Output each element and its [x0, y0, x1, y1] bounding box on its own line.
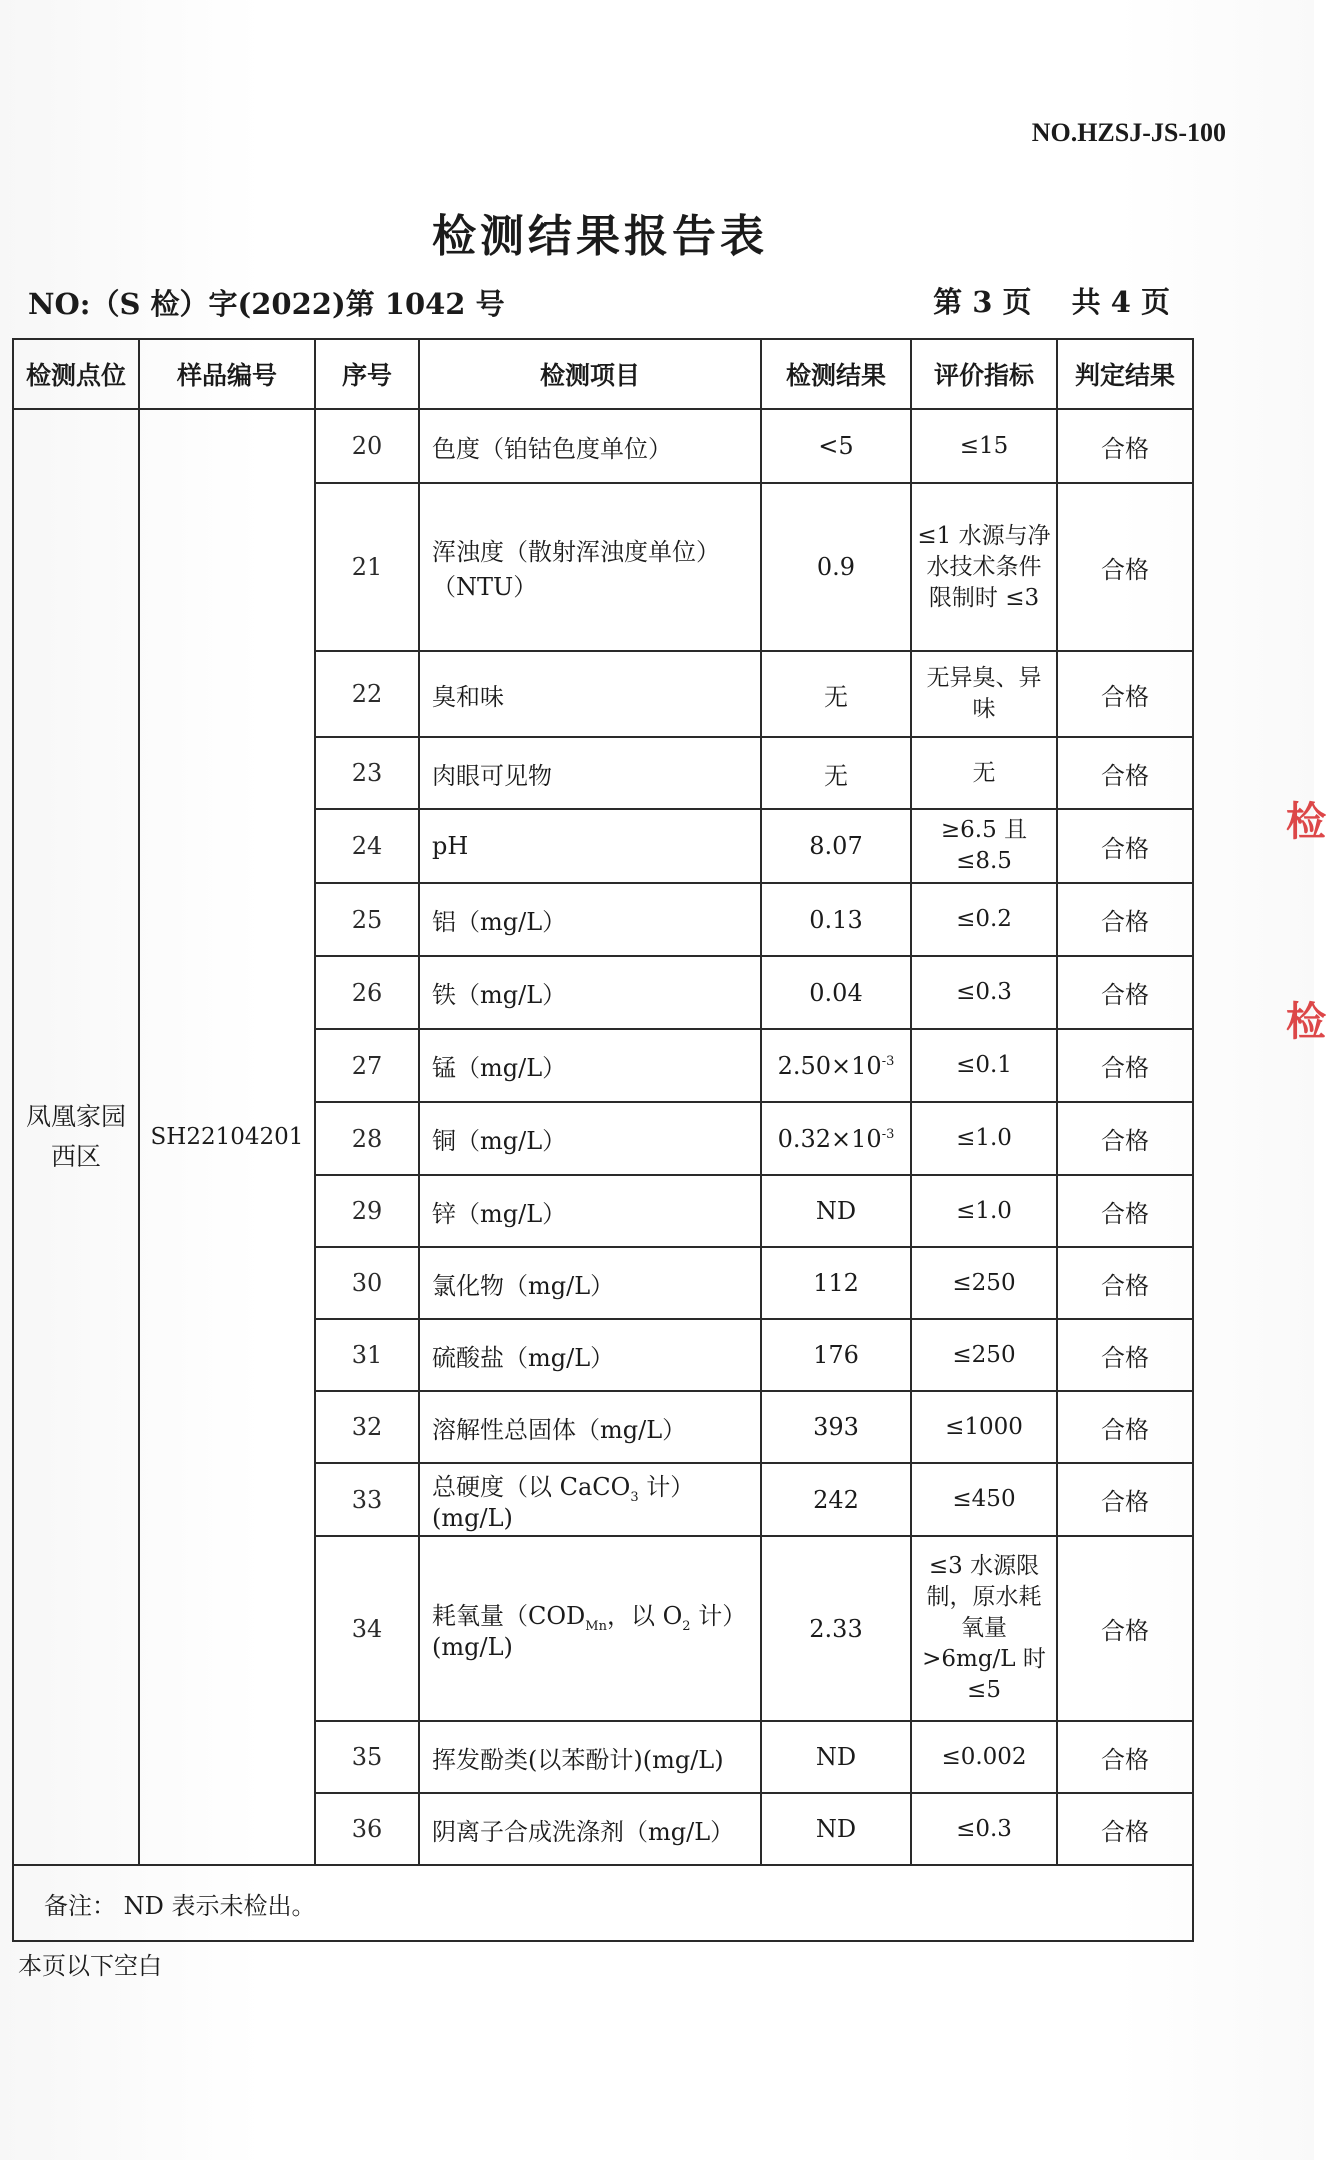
criteria-cell: ≤15 — [911, 409, 1057, 483]
seal-stamp-fragment: 检 — [1286, 799, 1326, 845]
result-cell: <5 — [761, 409, 911, 483]
item-text: ，以 O — [606, 1601, 683, 1630]
criteria-cell: ≤0.002 — [911, 1721, 1057, 1793]
document-code: NO.HZSJ-JS-100 — [1031, 118, 1226, 147]
page-total: 共 4 页 — [1071, 285, 1170, 319]
result-cell: 8.07 — [761, 809, 911, 883]
criteria-cell: ≤1000 — [911, 1391, 1057, 1463]
seq-cell: 28 — [315, 1102, 419, 1175]
verdict-cell: 合格 — [1057, 1793, 1193, 1865]
seq-cell: 21 — [315, 483, 419, 651]
item-cell: 铜（mg/L） — [419, 1102, 761, 1175]
criteria-cell: ≤0.3 — [911, 1793, 1057, 1865]
report-number: NO:（S 检）字(2022)第 1042 号 — [28, 287, 505, 321]
seq-cell: 33 — [315, 1463, 419, 1536]
criteria-cell: ≤3 水源限制，原水耗氧量>6mg/L 时≤5 — [911, 1536, 1057, 1721]
criteria-cell: ≥6.5 且 ≤8.5 — [911, 809, 1057, 883]
page-title: 检测结果报告表 — [432, 211, 768, 262]
item-subscript: 3 — [630, 1489, 639, 1505]
criteria-cell: ≤0.1 — [911, 1029, 1057, 1102]
col-header-item: 检测项目 — [419, 339, 761, 409]
page-current: 第 3 页 — [933, 285, 1032, 319]
result-cell: 2.33 — [761, 1536, 911, 1721]
location-cell: 凤凰家园西区 — [13, 409, 139, 1865]
verdict-cell: 合格 — [1057, 1102, 1193, 1175]
verdict-cell: 合格 — [1057, 1029, 1193, 1102]
seq-cell: 30 — [315, 1247, 419, 1319]
item-cell: 硫酸盐（mg/L） — [419, 1319, 761, 1391]
item-text: 计）(mg/L) — [432, 1601, 747, 1662]
result-cell: 0.13 — [761, 883, 911, 956]
item-cell — [419, 1536, 761, 1721]
seal-stamp-fragment: 检 — [1286, 999, 1326, 1045]
criteria-cell: ≤1.0 — [911, 1102, 1057, 1175]
table-header-row — [13, 339, 1193, 409]
seq-cell: 24 — [315, 809, 419, 883]
verdict-cell: 合格 — [1057, 409, 1193, 483]
item-cell: 色度（铂钴色度单位） — [419, 409, 761, 483]
verdict-cell: 合格 — [1057, 1391, 1193, 1463]
result-cell: 112 — [761, 1247, 911, 1319]
verdict-cell: 合格 — [1057, 651, 1193, 737]
criteria-cell: ≤250 — [911, 1319, 1057, 1391]
item-text: 耗氧量（COD — [432, 1601, 586, 1630]
verdict-cell: 合格 — [1057, 1463, 1193, 1536]
criteria-cell: 无 — [911, 737, 1057, 809]
item-cell: 肉眼可见物 — [419, 737, 761, 809]
note-row — [13, 1865, 1193, 1941]
col-header-verdict: 判定结果 — [1057, 339, 1193, 409]
result-cell: 176 — [761, 1319, 911, 1391]
verdict-cell: 合格 — [1057, 809, 1193, 883]
item-cell: pH — [419, 809, 761, 883]
verdict-cell: 合格 — [1057, 1175, 1193, 1247]
col-header-location: 检测点位 — [13, 339, 139, 409]
item-cell: 锰（mg/L） — [419, 1029, 761, 1102]
item-cell: 挥发酚类(以苯酚计)(mg/L) — [419, 1721, 761, 1793]
result-cell: 无 — [761, 651, 911, 737]
seq-cell: 35 — [315, 1721, 419, 1793]
criteria-cell: ≤450 — [911, 1463, 1057, 1536]
result-cell: ND — [761, 1793, 911, 1865]
item-text: 总硬度（以 CaCO — [432, 1472, 631, 1501]
sample-id-cell: SH22104201 — [139, 409, 315, 1865]
table-row — [13, 409, 1193, 483]
note-cell: 备注： ND 表示未检出。 — [13, 1865, 1193, 1941]
verdict-cell: 合格 — [1057, 1319, 1193, 1391]
seq-cell: 20 — [315, 409, 419, 483]
col-header-criteria: 评价指标 — [911, 339, 1057, 409]
col-header-sample-id: 样品编号 — [139, 339, 315, 409]
verdict-cell: 合格 — [1057, 1721, 1193, 1793]
item-subscript: 2 — [682, 1618, 691, 1634]
criteria-cell: ≤250 — [911, 1247, 1057, 1319]
item-text: 计）(mg/L) — [432, 1472, 695, 1533]
item-cell: 铝（mg/L） — [419, 883, 761, 956]
results-table — [12, 338, 1194, 1942]
item-subscript: Mn — [585, 1618, 607, 1634]
verdict-cell: 合格 — [1057, 1247, 1193, 1319]
result-cell: 无 — [761, 737, 911, 809]
criteria-cell: ≤0.2 — [911, 883, 1057, 956]
result-cell — [761, 1029, 911, 1102]
result-cell: ND — [761, 1721, 911, 1793]
seq-cell: 23 — [315, 737, 419, 809]
result-exponent: -3 — [881, 1053, 895, 1069]
verdict-cell: 合格 — [1057, 883, 1193, 956]
criteria-cell: ≤1 水源与净水技术条件限制时 ≤3 — [911, 483, 1057, 651]
result-cell — [761, 1102, 911, 1175]
criteria-cell: 无异臭、异味 — [911, 651, 1057, 737]
result-cell: 0.9 — [761, 483, 911, 651]
seq-cell: 31 — [315, 1319, 419, 1391]
result-base: 0.32×10 — [777, 1124, 882, 1153]
seq-cell: 32 — [315, 1391, 419, 1463]
item-cell — [419, 1463, 761, 1536]
seq-cell: 34 — [315, 1536, 419, 1721]
item-cell: 溶解性总固体（mg/L） — [419, 1391, 761, 1463]
result-cell: 0.04 — [761, 956, 911, 1029]
criteria-cell: ≤0.3 — [911, 956, 1057, 1029]
result-cell: 393 — [761, 1391, 911, 1463]
verdict-cell: 合格 — [1057, 483, 1193, 651]
page-info — [903, 280, 1170, 321]
item-cell: 浑浊度（散射浑浊度单位）（NTU） — [419, 483, 761, 651]
result-cell: 242 — [761, 1463, 911, 1536]
item-cell: 臭和味 — [419, 651, 761, 737]
item-cell: 锌（mg/L） — [419, 1175, 761, 1247]
item-cell: 氯化物（mg/L） — [419, 1247, 761, 1319]
verdict-cell: 合格 — [1057, 956, 1193, 1029]
criteria-cell: ≤1.0 — [911, 1175, 1057, 1247]
col-header-seq: 序号 — [315, 339, 419, 409]
seq-cell: 36 — [315, 1793, 419, 1865]
blank-page-note: 本页以下空白 — [18, 1952, 162, 1980]
result-exponent: -3 — [881, 1126, 895, 1142]
item-cell: 铁（mg/L） — [419, 956, 761, 1029]
item-cell: 阴离子合成洗涤剂（mg/L） — [419, 1793, 761, 1865]
result-base: 2.50×10 — [777, 1051, 882, 1080]
seq-cell: 25 — [315, 883, 419, 956]
seq-cell: 29 — [315, 1175, 419, 1247]
verdict-cell: 合格 — [1057, 1536, 1193, 1721]
col-header-result: 检测结果 — [761, 339, 911, 409]
seq-cell: 27 — [315, 1029, 419, 1102]
result-cell: ND — [761, 1175, 911, 1247]
seq-cell: 22 — [315, 651, 419, 737]
verdict-cell: 合格 — [1057, 737, 1193, 809]
seq-cell: 26 — [315, 956, 419, 1029]
